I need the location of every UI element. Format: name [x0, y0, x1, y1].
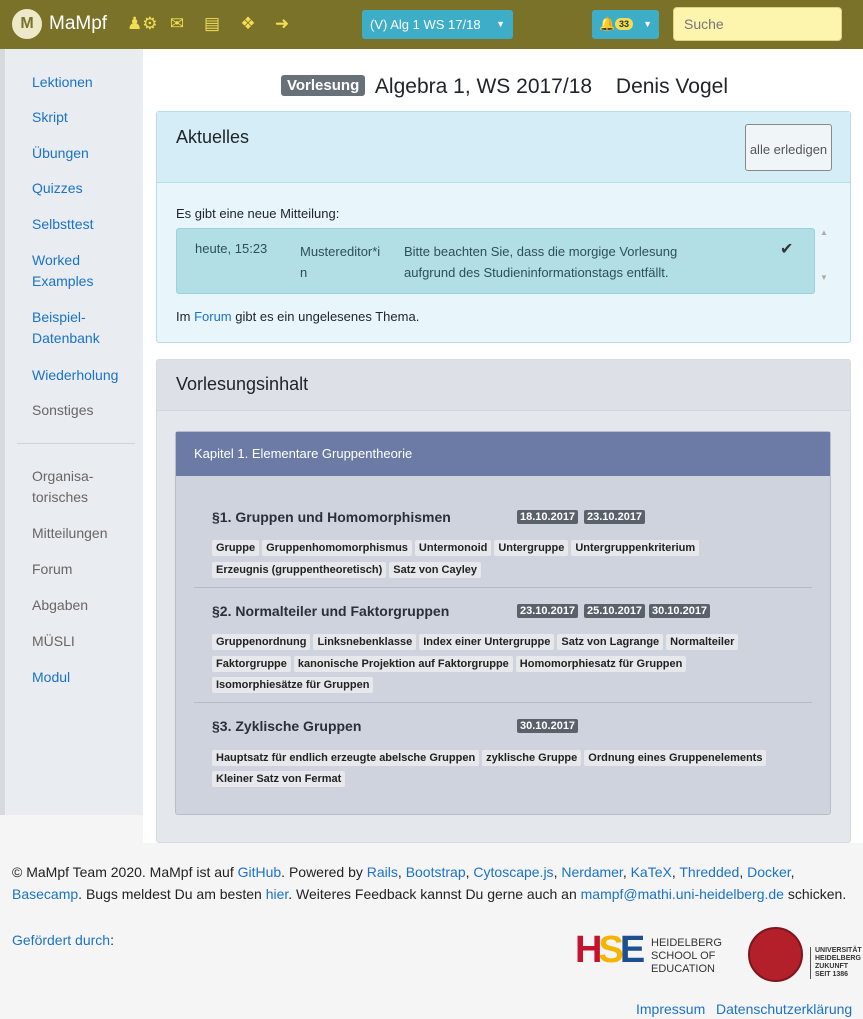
tag[interactable]: Satz von Cayley — [389, 562, 481, 578]
privacy-link[interactable]: Datenschutzerklärung — [716, 1001, 853, 1017]
tag-row — [212, 769, 348, 787]
chapter-header[interactable]: Kapitel 1. Elementare Gruppentheorie — [176, 432, 830, 476]
mampf-logo-icon[interactable]: M — [12, 9, 42, 39]
user-settings-icon[interactable]: ♟⚙ — [127, 14, 158, 33]
sidebar-item-organisatorisches[interactable]: Organisa-torisches — [32, 468, 94, 505]
sidebar-item-modul[interactable]: Modul — [32, 669, 71, 685]
forum-prefix: Im — [176, 309, 191, 324]
date-badge[interactable]: 30.10.2017 — [517, 719, 578, 733]
tag[interactable]: Gruppenordnung — [212, 634, 310, 650]
sidebar-item-forum[interactable]: Forum — [32, 561, 73, 577]
main-content — [143, 49, 863, 843]
tag-row — [212, 538, 702, 556]
scrollbar[interactable]: ▲ ▼ — [820, 228, 828, 282]
bell-icon: 🔔 — [599, 16, 616, 31]
date-badge[interactable]: 23.10.2017 — [517, 604, 578, 618]
brand-name[interactable]: MaMpf — [49, 13, 108, 34]
new-message-text: Es gibt eine neue Mitteilung: — [176, 206, 340, 221]
tag[interactable]: Linksnebenklasse — [313, 634, 416, 650]
check-icon[interactable]: ✔ — [780, 241, 794, 258]
page-title — [281, 75, 728, 99]
impressum-link[interactable]: Impressum — [636, 1001, 706, 1017]
notification-count-badge: 33 — [615, 18, 633, 30]
tag[interactable]: Kleiner Satz von Fermat — [212, 771, 345, 787]
tag[interactable]: Index einer Untergruppe — [419, 634, 554, 650]
funded-by-link[interactable]: Gefördert durch — [12, 932, 111, 948]
lecture-select-label: (V) Alg 1 WS 17/18 — [370, 17, 481, 32]
tag[interactable]: Erzeugnis (gruppentheoretisch) — [212, 562, 386, 578]
feed-icon[interactable]: ❖ — [240, 14, 256, 33]
footer-text: © MaMpf Team 2020. MaMpf ist auf GitHub. Powered by Rails, Bootstrap, Cytoscape.js, Nerdamer, KaTeX, Thredded, Docker, Basecamp. Bugs meldest Du am besten hier. Weiteres Feedback kannst Du gerne auch an mampf@mathi.uni-heidelberg.de schicken. — [12, 864, 847, 902]
navbar — [0, 0, 863, 49]
comments-icon[interactable]: ✉ — [169, 14, 185, 33]
content-card-header — [157, 360, 850, 411]
sidebar-item-lektionen[interactable]: Lektionen — [32, 74, 93, 90]
lecture-teacher: Denis Vogel — [615, 75, 728, 98]
forum-notice — [176, 309, 419, 324]
bugs-text: Bugs meldest Du am besten — [85, 886, 262, 902]
tag-row — [212, 632, 741, 650]
funded-by: Gefördert durch: — [12, 932, 114, 948]
message-author: Mustereditor*in — [300, 244, 381, 280]
tag-row — [212, 748, 769, 766]
tag-row — [212, 654, 689, 672]
bootstrap-link[interactable]: Bootstrap — [405, 864, 466, 880]
chapter-card — [175, 431, 831, 815]
dismiss-all-button[interactable]: alle erledigen — [745, 124, 832, 171]
sidebar-item-selbsttest[interactable]: Selbsttest — [32, 216, 94, 232]
lecture-type-badge: Vorlesung — [281, 75, 365, 96]
tag[interactable]: Isomorphiesätze für Gruppen — [212, 677, 373, 693]
forum-link[interactable]: Forum — [194, 309, 232, 324]
feedback-text: . Weiteres Feedback kannst Du gerne auch an — [288, 886, 577, 902]
university-seal-icon[interactable] — [748, 927, 803, 982]
section-divider — [194, 702, 812, 703]
sidebar-item-abgaben[interactable]: Abgaben — [32, 597, 89, 613]
news-card-header — [157, 112, 850, 183]
section-title[interactable]: §2. Normalteiler und Faktorgruppen — [212, 603, 450, 619]
katex-link[interactable]: KaTeX — [630, 864, 672, 880]
hse-logo-mark: HSE — [575, 929, 642, 971]
nerdamer-link[interactable]: Nerdamer — [561, 864, 623, 880]
email-link[interactable]: mampf@mathi.uni-heidelberg.de — [580, 886, 784, 902]
message-date: heute, 15:23 — [195, 241, 268, 256]
sidebar-item-sonstiges[interactable]: Sonstiges — [32, 402, 94, 418]
rails-link[interactable]: Rails — [366, 864, 398, 880]
message-text: Bitte beachten Sie, dass die morgige Vorlesung aufgrund des Studieninformationstags entfällt. — [404, 244, 678, 280]
send-text: schicken. — [787, 886, 847, 902]
tag[interactable]: Untergruppe — [494, 540, 568, 556]
news-heading: Aktuelles — [176, 127, 250, 147]
tag[interactable]: Satz von Lagrange — [557, 634, 663, 650]
lecture-select[interactable] — [362, 10, 513, 39]
tag[interactable]: Ordnung eines Gruppenelements — [584, 750, 766, 766]
hse-logo-text: HEIDELBERG SCHOOL OF EDUCATION — [651, 937, 722, 975]
notifications-button[interactable] — [592, 10, 659, 39]
tag[interactable]: Hauptsatz für endlich erzeugte abelsche Gruppen — [212, 750, 479, 766]
tag[interactable]: Homomorphiesatz für Gruppen — [516, 656, 687, 672]
caret-down-icon: ▼ — [643, 19, 652, 29]
lecture-name: Algebra 1, WS 2017/18 — [374, 75, 593, 98]
tag[interactable]: Faktorgruppe — [212, 656, 291, 672]
sidebar-item-uebungen[interactable]: Übungen — [32, 145, 89, 161]
section-title[interactable]: §3. Zyklische Gruppen — [212, 718, 362, 734]
hier-link[interactable]: hier — [265, 886, 289, 902]
search-input[interactable] — [673, 7, 842, 41]
sidebar-item-worked-examples[interactable]: Worked Examples — [32, 252, 94, 289]
footer — [0, 843, 863, 1019]
sidebar-item-wiederholung[interactable]: Wiederholung — [32, 367, 119, 383]
sidebar-divider — [17, 443, 135, 444]
thredded-link[interactable]: Thredded — [679, 864, 740, 880]
tag[interactable]: Gruppe — [212, 540, 259, 556]
caret-down-icon: ▼ — [496, 19, 505, 29]
section-title[interactable]: §1. Gruppen und Homomorphismen — [212, 509, 451, 525]
tag[interactable]: Gruppenhomomorphismus — [262, 540, 412, 556]
logout-icon[interactable]: ➜ — [274, 14, 290, 33]
sidebar — [0, 49, 143, 815]
docker-link[interactable]: Docker — [747, 864, 791, 880]
basecamp-link[interactable]: Basecamp — [12, 886, 79, 902]
forum-suffix: gibt es ein ungelesenes Thema. — [235, 309, 420, 324]
message-row — [176, 228, 815, 294]
cytoscape-link[interactable]: Cytoscape.js — [473, 864, 554, 880]
content-heading: Vorlesungsinhalt — [176, 374, 309, 394]
tag[interactable]: Untergruppenkriterium — [571, 540, 699, 556]
tag[interactable]: Normalteiler — [666, 634, 738, 650]
university-logo-text: UNIVERSITÄT HEIDELBERG ZUKUNFT SEIT 1386 — [810, 947, 858, 979]
tag[interactable]: Untermonoid — [415, 540, 491, 556]
sidebar-item-beispiel-datenbank[interactable]: Beispiel-Datenbank — [32, 309, 100, 346]
sidebar-item-mitteilungen[interactable]: Mitteilungen — [32, 525, 108, 541]
date-badge[interactable]: 23.10.2017 — [584, 510, 645, 524]
copyright-text: © MaMpf Team 2020. MaMpf ist auf — [12, 864, 234, 880]
news-icon[interactable]: ▤ — [203, 14, 221, 33]
sidebar-item-skript[interactable]: Skript — [32, 109, 68, 125]
hse-logo[interactable] — [575, 929, 735, 984]
sidebar-item-quizzes[interactable]: Quizzes — [32, 180, 83, 196]
github-link[interactable]: GitHub — [237, 864, 282, 880]
date-badge[interactable]: 30.10.2017 — [649, 604, 710, 618]
tag[interactable]: kanonische Projektion auf Faktorgruppe — [294, 656, 513, 672]
tag-row — [212, 560, 484, 578]
sidebar-item-muesli[interactable]: MÜSLI — [32, 633, 75, 649]
section-divider — [194, 587, 812, 588]
tag-row — [212, 675, 376, 693]
date-badge[interactable]: 25.10.2017 — [584, 604, 645, 618]
lecture-content-card — [156, 359, 851, 843]
tag[interactable]: zyklische Gruppe — [482, 750, 581, 766]
date-badge[interactable]: 18.10.2017 — [517, 510, 578, 524]
news-card — [156, 111, 851, 343]
powered-by-text: . Powered by — [281, 864, 363, 880]
